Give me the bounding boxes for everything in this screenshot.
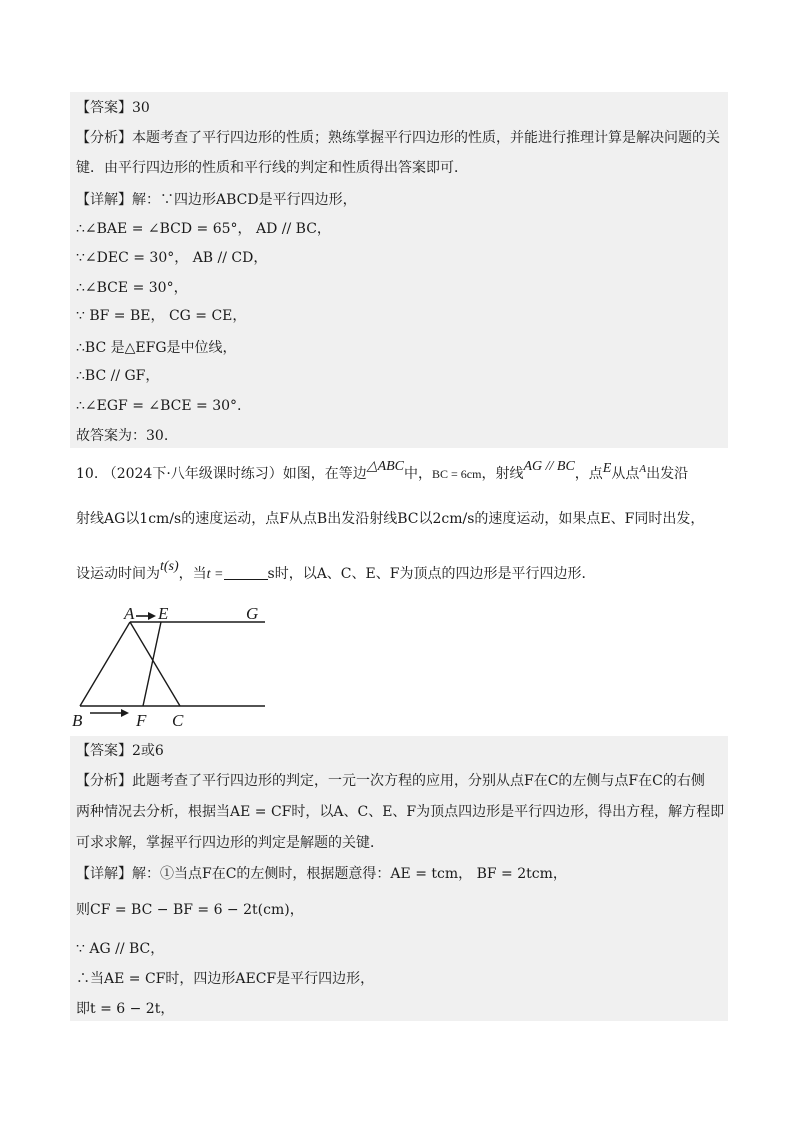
- t-equals: t =: [206, 567, 224, 582]
- q10-stem-text: 10. （2024下·八年级课时练习）如图，在等边: [76, 466, 367, 482]
- label-e: E: [158, 604, 169, 623]
- q9-detail-line-5: ∵ BF = BE， CG = CE，: [76, 308, 247, 324]
- label-a: A: [124, 604, 135, 623]
- q9-detail-line-8: ∴∠EGF = ∠BCE = 30°.: [76, 398, 242, 414]
- label-f: F: [136, 711, 147, 730]
- time-variable: t(s): [160, 559, 179, 574]
- q10-detail-line-4: ∴当AE = CF时，四边形AECF是平行四边形，: [76, 971, 375, 987]
- q10-analysis-line-2: 两种情况去分析，根据当AE = CF时，以A、C、E、F为顶点四边形是平行四边形，得出方程，解方程即: [76, 804, 725, 820]
- q10-stem-line-2: 射线AG以1cm/s的速度运动，点F从点B出发沿射线BC以2cm/s的速度运动，如果点E、F同时出发，: [76, 511, 705, 527]
- label-g: G: [246, 604, 259, 623]
- q9-detail-line-2: ∴∠BAE = ∠BCD = 65°， AD // BC，: [76, 221, 331, 237]
- bc-length: BC = 6cm: [432, 467, 482, 481]
- segment-ac: [130, 622, 180, 706]
- q10-stem-line-1: [76, 459, 689, 485]
- ray-ag-parallel: AG // BC: [523, 459, 575, 474]
- q10-detail-line-1: 【详解】解：①当点F在C的左侧时，根据题意得：AE = tcm， BF = 2tcm，: [76, 866, 567, 882]
- q10-analysis-line-1: 【分析】此题考查了平行四边形的判定，一元一次方程的应用，分别从点F在C的左侧与点F在C的右侧: [76, 773, 705, 789]
- q10-stem-text: 设运动时间为: [76, 566, 160, 582]
- q9-analysis-line-1: 【分析】本题考查了平行四边形的性质；熟练掌握平行四边形的性质，并能进行推理计算是解决问题的关: [76, 130, 720, 146]
- q10-detail-line-3: ∵ AG // BC，: [76, 941, 165, 957]
- label-c: C: [172, 711, 184, 730]
- segment-ab: [80, 622, 130, 706]
- q9-answer: 【答案】30: [76, 100, 150, 116]
- q9-detail-line-9: 故答案为：30.: [76, 428, 169, 444]
- q10-stem-text: 出发沿: [646, 466, 689, 482]
- q9-detail-line-3: ∵∠DEC = 30°， AB // CD，: [76, 250, 268, 266]
- q10-stem-line-3: [76, 559, 596, 585]
- q9-detail-line-4: ∴∠BCE = 30°，: [76, 280, 188, 296]
- point-a: A: [639, 463, 647, 475]
- q10-stem-text: ，射线: [481, 466, 524, 482]
- arrow-b-to-f: [90, 709, 129, 717]
- q10-stem-text: ，当: [178, 566, 207, 582]
- q10-stem-text: 中，: [404, 466, 433, 482]
- q10-stem-text: ，点: [574, 466, 603, 482]
- q9-detail-line-6: ∴BC 是△EFG是中位线，: [76, 340, 237, 356]
- q10-answer: 【答案】2或6: [76, 743, 164, 759]
- triangle-abc: △ABC: [366, 459, 405, 474]
- point-e: E: [602, 461, 612, 476]
- q10-analysis-line-3: 可求求解，掌握平行四边形的判定是解题的关键．: [76, 835, 384, 851]
- geometry-figure: [68, 602, 288, 732]
- q9-detail-line-1: 【详解】解：∵四边形ABCD是平行四边形，: [76, 192, 357, 208]
- segment-ef: [143, 622, 161, 706]
- arrow-a-to-e: [136, 612, 156, 620]
- q9-detail-line-7: ∴BC // GF，: [76, 368, 160, 384]
- q9-analysis-line-2: 键．由平行四边形的性质和平行线的判定和性质得出答案即可．: [76, 160, 468, 176]
- answer-blank: [224, 565, 268, 580]
- label-b: B: [72, 711, 83, 730]
- q10-stem-text: s时，以A、C、E、F为顶点的四边形是平行四边形．: [267, 566, 596, 582]
- q10-detail-line-2: 则CF = BC − BF = 6 − 2t(cm)，: [76, 902, 304, 918]
- q10-detail-line-5: 即t = 6 − 2t，: [76, 1001, 175, 1017]
- q10-stem-text: 从点: [611, 466, 640, 482]
